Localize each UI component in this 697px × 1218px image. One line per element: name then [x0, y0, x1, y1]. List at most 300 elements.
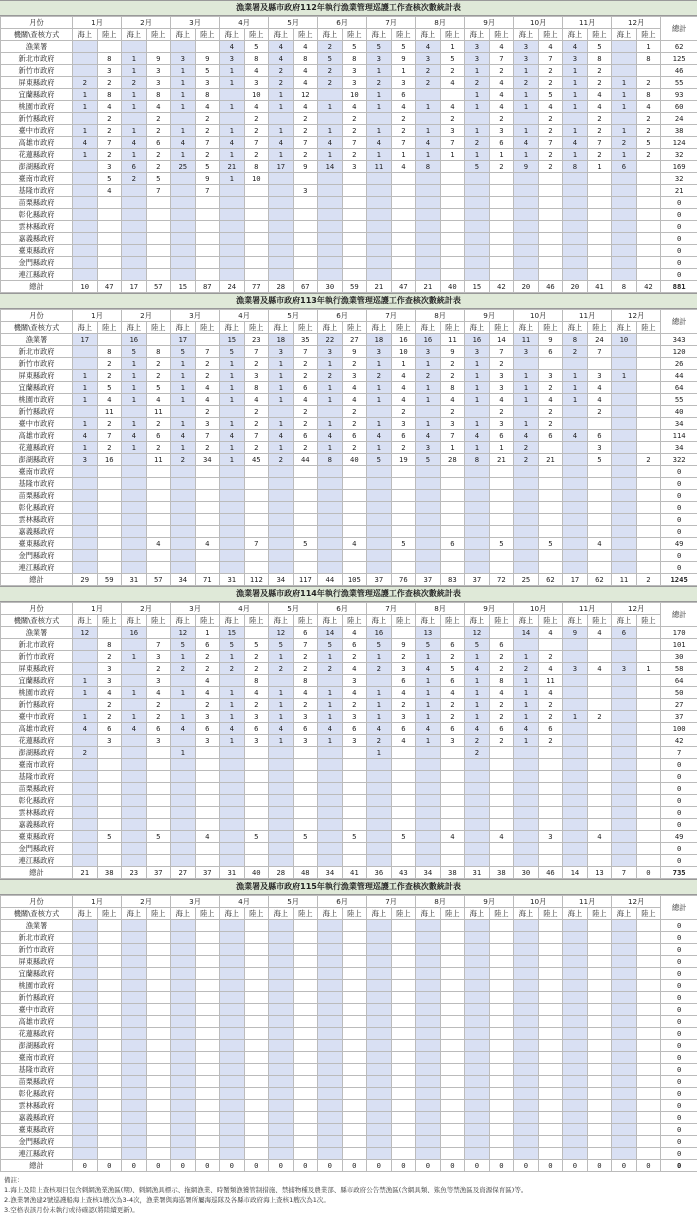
land-count [195, 1052, 220, 1064]
sea-count [465, 944, 490, 956]
sea-count [318, 1076, 343, 1088]
land-count [391, 1028, 416, 1040]
sea-count [122, 663, 147, 675]
sea-count [122, 843, 147, 855]
sea-count: 1 [220, 370, 245, 382]
land-count [293, 1100, 318, 1112]
land-count [489, 257, 514, 269]
land-count [489, 526, 514, 538]
land-count: 2 [195, 358, 220, 370]
column-sum: 83 [440, 574, 465, 586]
land-count: 5 [97, 382, 122, 394]
land-count [538, 992, 563, 1004]
land-count [293, 1064, 318, 1076]
land-label: 陸上 [636, 908, 661, 920]
land-count [636, 944, 661, 956]
land-count: 4 [244, 65, 269, 77]
notes-heading: 備註： [4, 1175, 693, 1185]
land-count [538, 1112, 563, 1124]
land-count [489, 466, 514, 478]
land-count [244, 562, 269, 574]
sea-count: 1 [220, 735, 245, 747]
land-count [489, 795, 514, 807]
land-count: 6 [587, 430, 612, 442]
month-label: 1月 [73, 17, 122, 29]
sea-count [612, 185, 637, 197]
sea-count [465, 968, 490, 980]
sea-count [220, 185, 245, 197]
sea-label: 海上 [122, 29, 147, 41]
sea-count [318, 843, 343, 855]
sea-count: 1 [73, 101, 98, 113]
sea-count [73, 663, 98, 675]
sea-count: 4 [563, 137, 588, 149]
sea-count [122, 639, 147, 651]
land-count: 2 [342, 113, 367, 125]
agency-row [1, 1052, 697, 1064]
land-count [97, 502, 122, 514]
sea-count: 1 [416, 101, 441, 113]
land-label: 陸上 [342, 322, 367, 334]
sea-count [612, 233, 637, 245]
sea-count [73, 956, 98, 968]
land-count: 4 [391, 735, 416, 747]
column-sum: 34 [318, 867, 343, 879]
land-count [195, 1040, 220, 1052]
column-sum: 20 [563, 281, 588, 293]
land-count [244, 795, 269, 807]
land-count [391, 526, 416, 538]
land-count [342, 1136, 367, 1148]
land-count: 6 [538, 430, 563, 442]
sea-count [171, 920, 196, 932]
land-count: 6 [440, 639, 465, 651]
sea-count [563, 269, 588, 281]
row-total: 0 [661, 1004, 697, 1016]
sea-count [514, 1088, 539, 1100]
land-count: 5 [293, 538, 318, 550]
sea-count: 8 [563, 334, 588, 346]
land-count: 4 [342, 687, 367, 699]
sea-count [563, 956, 588, 968]
column-sum: 71 [195, 574, 220, 586]
land-count [146, 1016, 171, 1028]
land-count [293, 209, 318, 221]
month-label: 2月 [122, 896, 171, 908]
sea-count [269, 1124, 294, 1136]
land-count: 7 [97, 430, 122, 442]
sea-count: 1 [416, 125, 441, 137]
land-count [293, 771, 318, 783]
land-count: 6 [342, 430, 367, 442]
land-count: 1 [489, 442, 514, 454]
sea-count [220, 1076, 245, 1088]
row-total: 0 [661, 944, 697, 956]
land-count [293, 173, 318, 185]
sea-count [514, 944, 539, 956]
sea-count [514, 1076, 539, 1088]
agency-row [1, 795, 697, 807]
land-count [391, 478, 416, 490]
land-count [244, 843, 269, 855]
land-count [538, 1064, 563, 1076]
land-count [587, 526, 612, 538]
land-count [293, 1040, 318, 1052]
sea-count: 3 [416, 442, 441, 454]
sea-count [465, 807, 490, 819]
land-count [97, 197, 122, 209]
sea-count [269, 233, 294, 245]
land-count: 8 [244, 161, 269, 173]
row-total: 0 [661, 795, 697, 807]
sea-count [171, 735, 196, 747]
sea-count [612, 65, 637, 77]
sea-count [416, 855, 441, 867]
land-count [538, 466, 563, 478]
sea-count [514, 831, 539, 843]
land-count [587, 1100, 612, 1112]
land-count [489, 1088, 514, 1100]
land-count [538, 771, 563, 783]
agency-name: 高雄市政府 [1, 430, 73, 442]
land-count: 2 [195, 442, 220, 454]
land-count [440, 1100, 465, 1112]
land-count [587, 185, 612, 197]
land-count: 2 [538, 711, 563, 723]
sea-count: 1 [122, 651, 147, 663]
sea-count [465, 233, 490, 245]
sea-count: 1 [367, 651, 392, 663]
row-total: 114 [661, 430, 697, 442]
sea-count [514, 257, 539, 269]
land-label: 陸上 [391, 615, 416, 627]
agency-row [1, 807, 697, 819]
land-count: 2 [97, 125, 122, 137]
agency-name: 金門縣政府 [1, 257, 73, 269]
sea-count: 1 [318, 418, 343, 430]
land-count [342, 819, 367, 831]
agency-name: 屏東縣政府 [1, 956, 73, 968]
sea-count [514, 245, 539, 257]
column-sum: 37 [465, 574, 490, 586]
sea-count: 1 [171, 358, 196, 370]
land-count: 8 [440, 382, 465, 394]
column-sum: 34 [171, 574, 196, 586]
sum-label: 總計 [1, 281, 73, 293]
land-count [342, 932, 367, 944]
sea-count [269, 538, 294, 550]
land-count [489, 1100, 514, 1112]
agency-row [1, 41, 697, 53]
land-count [97, 759, 122, 771]
agency-row [1, 209, 697, 221]
land-count: 2 [195, 149, 220, 161]
sea-count: 1 [367, 699, 392, 711]
land-count [342, 1124, 367, 1136]
sea-count: 1 [563, 125, 588, 137]
sea-count [367, 932, 392, 944]
land-count: 4 [342, 663, 367, 675]
sea-count [73, 920, 98, 932]
sea-count [514, 771, 539, 783]
land-count [244, 1136, 269, 1148]
land-count [293, 795, 318, 807]
land-count [489, 956, 514, 968]
sea-count [220, 89, 245, 101]
land-count: 2 [538, 651, 563, 663]
column-sum: 36 [367, 867, 392, 879]
sea-label: 海上 [367, 29, 392, 41]
sea-count [269, 466, 294, 478]
sea-count [612, 1040, 637, 1052]
sea-count [367, 233, 392, 245]
land-count [440, 807, 465, 819]
sea-count [416, 550, 441, 562]
land-count: 9 [391, 639, 416, 651]
sea-count [465, 759, 490, 771]
month-label: 4月 [220, 310, 269, 322]
sea-count [514, 562, 539, 574]
sea-count [465, 562, 490, 574]
land-count [538, 795, 563, 807]
land-count [97, 747, 122, 759]
sea-count: 4 [171, 430, 196, 442]
land-count [97, 257, 122, 269]
land-count [146, 855, 171, 867]
land-count: 7 [244, 137, 269, 149]
land-count: 6 [293, 430, 318, 442]
inspection-table [0, 309, 697, 586]
sea-count: 5 [122, 346, 147, 358]
land-count [146, 1124, 171, 1136]
sea-count [612, 711, 637, 723]
land-count [440, 185, 465, 197]
land-count: 4 [97, 101, 122, 113]
sea-count: 1 [416, 149, 441, 161]
sea-count [318, 795, 343, 807]
sea-count [122, 562, 147, 574]
sea-label: 海上 [318, 29, 343, 41]
land-count [440, 257, 465, 269]
sea-count: 3 [514, 346, 539, 358]
sea-count [122, 233, 147, 245]
land-count [195, 795, 220, 807]
land-count [587, 257, 612, 269]
land-count: 8 [97, 89, 122, 101]
land-count [342, 1148, 367, 1160]
land-count: 6 [293, 627, 318, 639]
land-count: 7 [440, 430, 465, 442]
sea-count: 5 [367, 41, 392, 53]
agency-name: 連江縣政府 [1, 269, 73, 281]
sea-count [73, 113, 98, 125]
sea-label: 海上 [367, 908, 392, 920]
land-label: 陸上 [538, 322, 563, 334]
land-count [293, 502, 318, 514]
sea-label: 海上 [612, 29, 637, 41]
sea-count: 1 [416, 711, 441, 723]
agency-name: 澎湖縣政府 [1, 1040, 73, 1052]
land-count: 4 [195, 382, 220, 394]
land-count [97, 233, 122, 245]
sea-count [122, 920, 147, 932]
land-count [587, 795, 612, 807]
land-count: 5 [342, 41, 367, 53]
land-count [293, 1076, 318, 1088]
sea-count [367, 759, 392, 771]
month-label: 6月 [318, 17, 367, 29]
land-count [440, 1064, 465, 1076]
land-count [391, 1148, 416, 1160]
column-sum: 11 [612, 574, 637, 586]
land-count: 3 [97, 675, 122, 687]
land-label: 陸上 [195, 908, 220, 920]
sea-count [171, 257, 196, 269]
sea-count [269, 514, 294, 526]
sea-count [171, 783, 196, 795]
sea-count: 1 [367, 125, 392, 137]
land-count [636, 956, 661, 968]
land-count [146, 562, 171, 574]
land-count [293, 992, 318, 1004]
sea-count: 1 [367, 687, 392, 699]
sea-count [122, 1052, 147, 1064]
land-count [244, 932, 269, 944]
land-count [587, 1112, 612, 1124]
sea-count [612, 53, 637, 65]
sea-count [220, 1100, 245, 1112]
sea-count [73, 185, 98, 197]
column-sum: 44 [318, 574, 343, 586]
sea-count: 4 [171, 137, 196, 149]
land-count: 2 [244, 149, 269, 161]
row-total: 0 [661, 526, 697, 538]
sea-count: 1 [122, 370, 147, 382]
sea-count [465, 843, 490, 855]
sea-count [269, 1148, 294, 1160]
sea-count [465, 783, 490, 795]
sea-count [612, 466, 637, 478]
land-count: 6 [391, 675, 416, 687]
sea-count [416, 221, 441, 233]
land-count: 2 [293, 418, 318, 430]
sea-count [171, 759, 196, 771]
land-count [244, 1076, 269, 1088]
land-count [636, 406, 661, 418]
column-sum: 67 [293, 281, 318, 293]
sea-count [367, 478, 392, 490]
land-count: 1 [391, 149, 416, 161]
sea-count: 5 [171, 346, 196, 358]
sea-count [367, 920, 392, 932]
agency-name: 連江縣政府 [1, 562, 73, 574]
column-sum: 42 [489, 281, 514, 293]
sea-count [73, 771, 98, 783]
land-count [342, 1004, 367, 1016]
sea-count [318, 1016, 343, 1028]
land-count [489, 478, 514, 490]
sea-count: 2 [367, 370, 392, 382]
land-count [587, 932, 612, 944]
column-sum: 0 [244, 1160, 269, 1172]
row-total: 100 [661, 723, 697, 735]
sea-count [318, 197, 343, 209]
land-count [587, 245, 612, 257]
land-label: 陸上 [636, 615, 661, 627]
land-count: 2 [440, 370, 465, 382]
land-count [195, 221, 220, 233]
land-count: 4 [489, 394, 514, 406]
sea-count [563, 1016, 588, 1028]
column-sum: 112 [244, 574, 269, 586]
land-count [391, 855, 416, 867]
sea-count [416, 1100, 441, 1112]
land-count [244, 257, 269, 269]
land-count: 2 [97, 418, 122, 430]
agency-name: 宜蘭縣政府 [1, 89, 73, 101]
land-count [146, 783, 171, 795]
sea-count [73, 1100, 98, 1112]
land-count [636, 1112, 661, 1124]
land-count [636, 747, 661, 759]
row-total: 7 [661, 747, 697, 759]
sea-count: 1 [612, 125, 637, 137]
land-count [146, 759, 171, 771]
sea-count: 4 [416, 137, 441, 149]
sea-count [220, 807, 245, 819]
agency-name: 澎湖縣政府 [1, 747, 73, 759]
land-count: 2 [636, 149, 661, 161]
agency-name: 新竹縣政府 [1, 113, 73, 125]
land-count [97, 968, 122, 980]
sea-count [612, 514, 637, 526]
land-count: 4 [342, 538, 367, 550]
sea-count [367, 956, 392, 968]
land-count: 2 [195, 113, 220, 125]
sea-count [563, 358, 588, 370]
sea-count [220, 1112, 245, 1124]
land-count [293, 980, 318, 992]
sea-count: 1 [73, 125, 98, 137]
land-label: 陸上 [195, 29, 220, 41]
land-count [636, 1028, 661, 1040]
sea-label: 海上 [416, 322, 441, 334]
sea-count [220, 675, 245, 687]
sea-count [269, 783, 294, 795]
sea-count [269, 1016, 294, 1028]
sea-count [122, 759, 147, 771]
sea-count [220, 1016, 245, 1028]
sea-count [73, 41, 98, 53]
sea-count [318, 1004, 343, 1016]
agency-name: 宜蘭縣政府 [1, 675, 73, 687]
sea-count: 1 [269, 89, 294, 101]
sea-count [612, 562, 637, 574]
land-count: 7 [342, 137, 367, 149]
land-count [440, 245, 465, 257]
sea-count [514, 197, 539, 209]
land-count [244, 185, 269, 197]
land-count: 2 [489, 161, 514, 173]
sea-count [563, 1100, 588, 1112]
agency-row [1, 101, 697, 113]
sea-count: 16 [122, 627, 147, 639]
sea-label: 海上 [220, 908, 245, 920]
land-count [195, 1004, 220, 1016]
land-count [293, 221, 318, 233]
land-count: 9 [293, 161, 318, 173]
row-total: 32 [661, 173, 697, 185]
